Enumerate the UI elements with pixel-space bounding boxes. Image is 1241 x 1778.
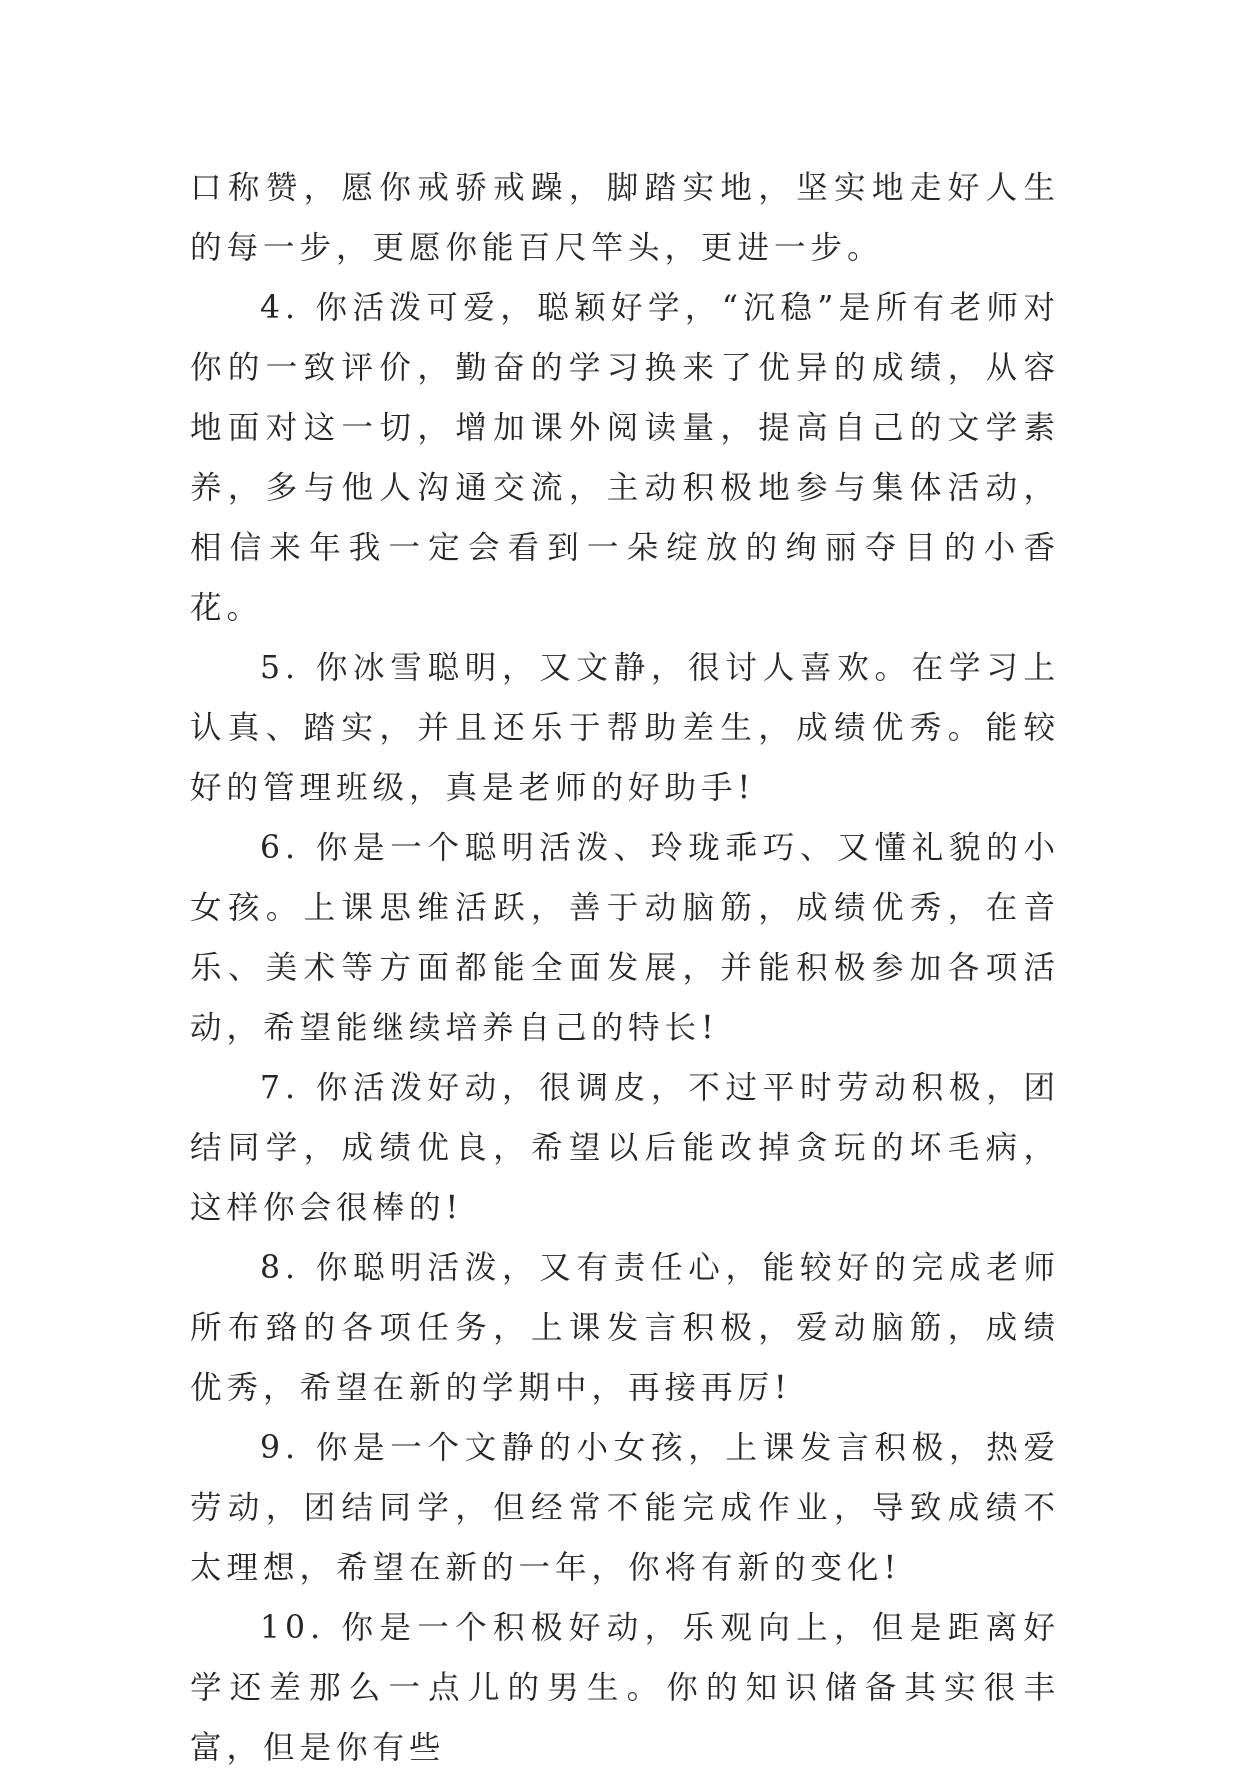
paragraph-continuation: 口称赞，愿你戒骄戒躁，脚踏实地，坚实地走好人生的每一步，更愿你能百尺竿头，更进一步。 bbox=[190, 170, 1060, 266]
paragraph-item-10: 10. 你是一个积极好动，乐观向上，但是距离好学还差那么一点儿的男生。你的知识储备其实很丰富，但是你有些 bbox=[190, 1610, 1060, 1766]
paragraph-item-8: 8. 你聪明活泼，又有责任心，能较好的完成老师所布臵的各项任务，上课发言积极，爱动脑筋，成绩优秀，希望在新的学期中，再接再厉! bbox=[190, 1250, 1060, 1406]
paragraph-item-9: 9. 你是一个文静的小女孩，上课发言积极，热爱劳动，团结同学，但经常不能完成作业，导致成绩不太理想，希望在新的一年，你将有新的变化! bbox=[190, 1430, 1060, 1586]
paragraph-item-5: 5. 你冰雪聪明，又文静，很讨人喜欢。在学习上认真、踏实，并且还乐于帮助差生，成绩优秀。能较好的管理班级，真是老师的好助手! bbox=[190, 650, 1060, 806]
paragraph-item-6: 6. 你是一个聪明活泼、玲珑乖巧、又懂礼貌的小女孩。上课思维活跃，善于动脑筋，成绩优秀，在音乐、美术等方面都能全面发展，并能积极参加各项活动，希望能继续培养自己的特长! bbox=[190, 830, 1060, 1046]
document-body bbox=[190, 158, 1060, 1778]
paragraph-item-4: 4. 你活泼可爱，聪颖好学，“沉稳”是所有老师对你的一致评价，勤奋的学习换来了优异的成绩，从容地面对这一切，增加课外阅读量，提高自己的文学素养，多与他人沟通交流，主动积极地参与集体活动，相信来年我一定会看到一朵绽放的绚丽夺目的小香花。 bbox=[190, 290, 1060, 626]
paragraph-item-7: 7. 你活泼好动，很调皮，不过平时劳动积极，团结同学，成绩优良，希望以后能改掉贪玩的坏毛病，这样你会很棒的! bbox=[190, 1070, 1060, 1226]
